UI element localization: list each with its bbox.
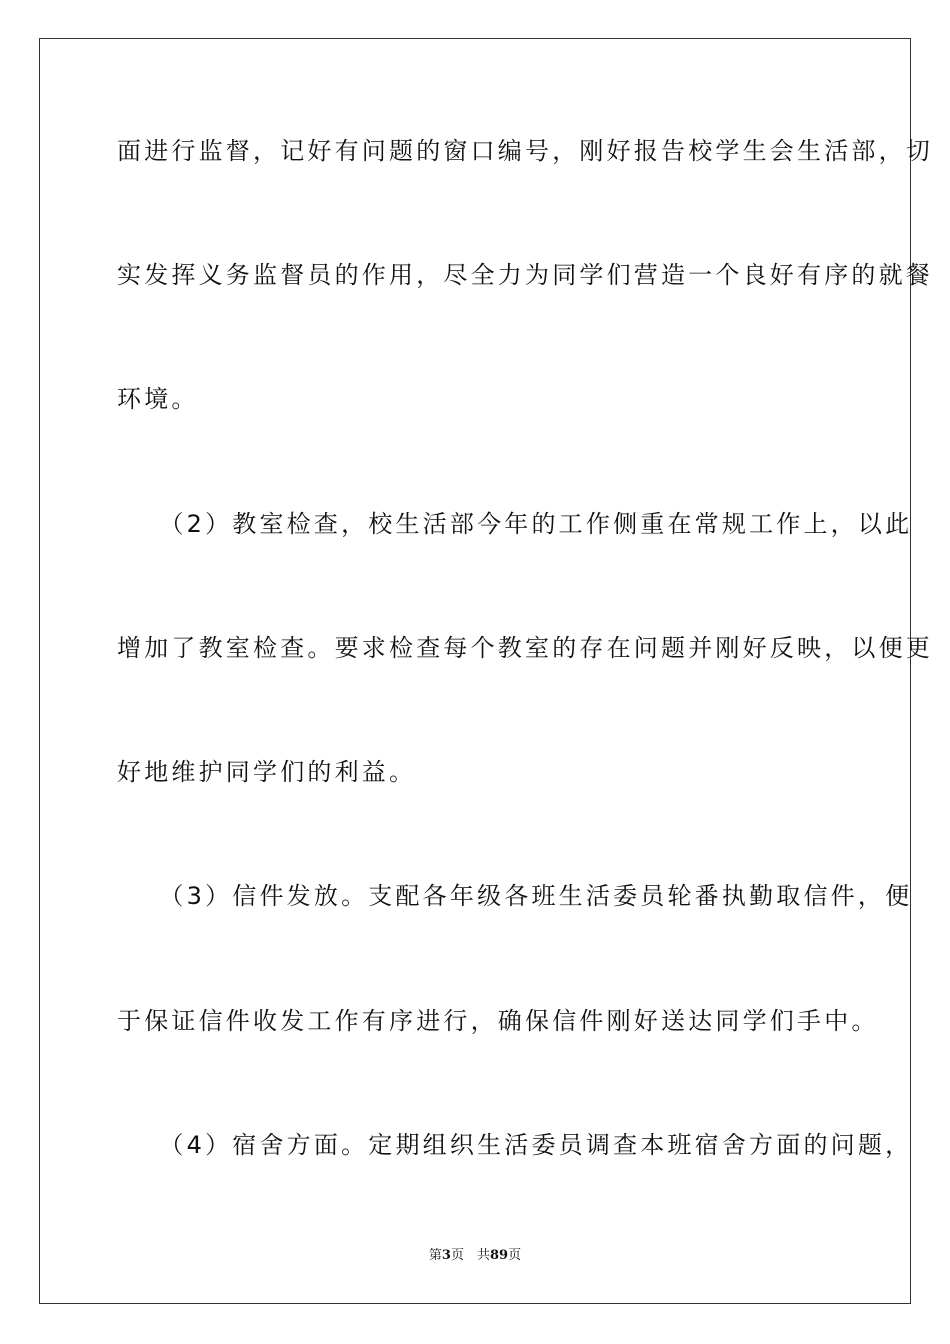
page-border <box>39 38 933 1304</box>
footer-page-number: 3 <box>441 1248 451 1263</box>
body-text-line-7: （3）信件发放。支配各年级各班生活委员轮番执勤取信件，便 <box>117 882 913 910</box>
body-text-line-4: （2）教室检查，校生活部今年的工作侧重在常规工作上，以此 <box>117 510 913 538</box>
footer-page-prefix: 第 <box>428 1248 442 1263</box>
body-text-line-3: 环境。 <box>117 385 199 413</box>
body-text-line-1: 面进行监督，记好有问题的窗口编号，刚好报告校学生会生活部，切 <box>117 137 933 165</box>
footer-total-suffix: 页 <box>508 1248 522 1263</box>
page-footer <box>0 1247 950 1265</box>
body-text-line-9: （4）宿舍方面。定期组织生活委员调查本班宿舍方面的问题， <box>117 1131 913 1159</box>
body-text-line-5: 增加了教室检查。要求检查每个教室的存在问题并刚好反映，以便更 <box>117 634 933 662</box>
body-text-line-6: 好地维护同学们的利益。 <box>117 758 417 786</box>
body-text-line-8: 于保证信件收发工作有序进行，确保信件刚好送达同学们手中。 <box>117 1007 879 1035</box>
footer-total-prefix: 共 <box>476 1248 490 1263</box>
footer-page-suffix: 页 <box>450 1248 464 1263</box>
body-text-line-2: 实发挥义务监督员的作用，尽全力为同学们营造一个良好有序的就餐 <box>117 261 933 289</box>
footer-total-pages: 89 <box>490 1248 509 1263</box>
